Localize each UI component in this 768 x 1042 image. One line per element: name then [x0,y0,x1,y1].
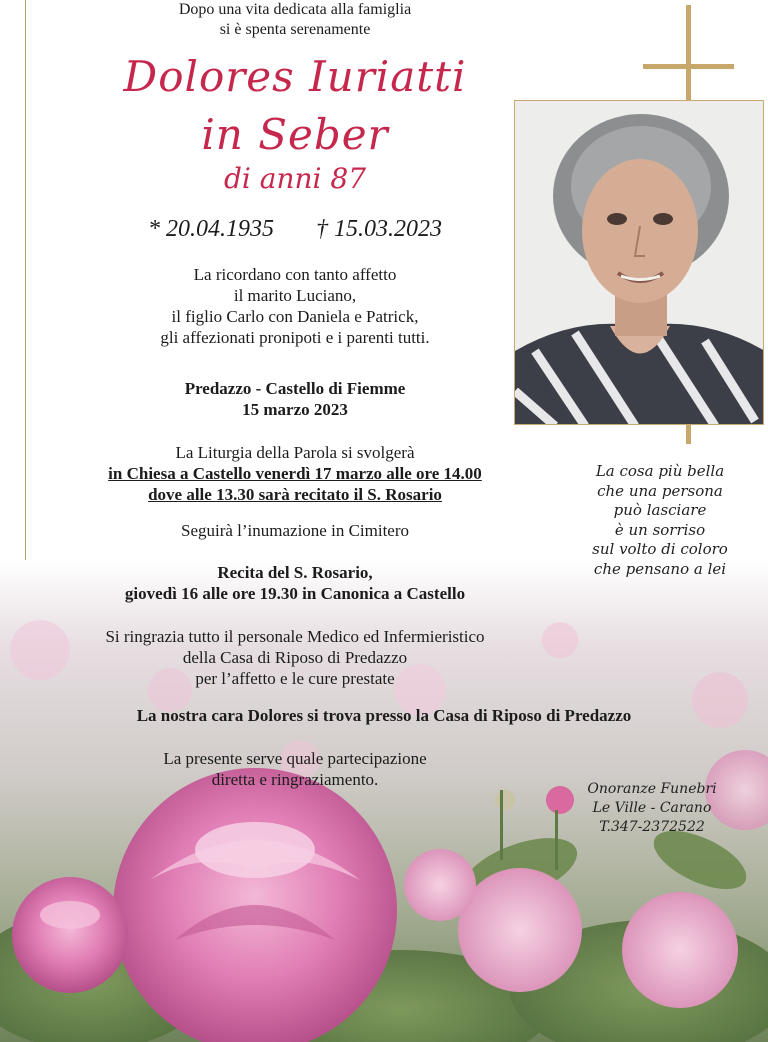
closing-line: diretta e ringraziamento. [211,770,379,789]
liturgy-info [40,442,550,505]
deceased-age: di anni 87 [223,162,367,195]
closing-line: La presente serve quale partecipazione [163,749,427,768]
deceased-name [40,48,550,164]
place: Predazzo - Castello di Fiemme [184,379,406,398]
quote-line: che pensano a lei [593,559,727,578]
death-date: † 15.03.2023 [316,216,442,242]
remembered-line: il marito Luciano, [233,286,357,305]
remembered-line: La ricordano con tanto affetto [193,265,397,284]
intro-text [40,0,550,40]
thanks-line: per l’affetto e le cure prestate [195,669,395,688]
left-border-line [25,0,26,560]
birth-date: * 20.04.1935 [148,216,274,242]
liturgy-line-1: La Liturgia della Parola si svolgerà [175,443,415,462]
thanks-text [40,626,550,689]
name-line-1: Dolores Iuriatti [123,52,467,101]
life-dates [40,214,550,244]
quote-line: La cosa più bella [595,462,725,480]
burial-info: Seguirà l’inumazione in Cimitero [180,521,410,540]
quote-line: sul volto di coloro [592,540,728,558]
rosary-line-1: Recita del S. Rosario, [217,563,373,582]
portrait-photo [514,100,764,425]
intro-line-2: si è spenta serenamente [219,21,371,38]
rosary-line-2: giovedì 16 alle ore 19.30 in Canonica a Castello [124,584,466,603]
date: 15 marzo 2023 [242,400,348,419]
funeral-agency [572,780,732,837]
place-date [40,378,550,420]
thanks-line: della Casa di Riposo di Predazzo [182,648,408,667]
quote-line: può lasciare [613,501,707,519]
agency-phone: T.347-2372522 [599,819,705,835]
rosary-info [40,562,550,604]
quote-line: che una persona [597,481,723,500]
memorial-quote [560,462,760,579]
closing-text [40,748,550,790]
remembered-line: gli affezionati pronipoti e i parenti tutti. [160,328,430,347]
thanks-line: Si ringrazia tutto il personale Medico ed Infermieristico [105,627,485,646]
liturgy-line-3: dove alle 13.30 sarà recitato il S. Rosario [148,485,442,504]
location-note: La nostra cara Dolores si trova presso la Casa di Riposo di Predazzo [136,706,632,725]
name-line-2: in Seber [201,110,389,159]
remembered-line: il figlio Carlo con Daniela e Patrick, [171,307,419,326]
liturgy-line-2: in Chiesa a Castello venerdì 17 marzo alle ore 14.00 [108,464,482,483]
portrait-illustration [515,101,764,425]
remembered-by [40,264,550,348]
quote-line: è un sorriso [614,520,706,539]
intro-line-1: Dopo una vita dedicata alla famiglia [178,1,412,18]
agency-location: Le Ville - Carano [592,800,712,816]
agency-name: Onoranze Funebri [587,781,717,797]
